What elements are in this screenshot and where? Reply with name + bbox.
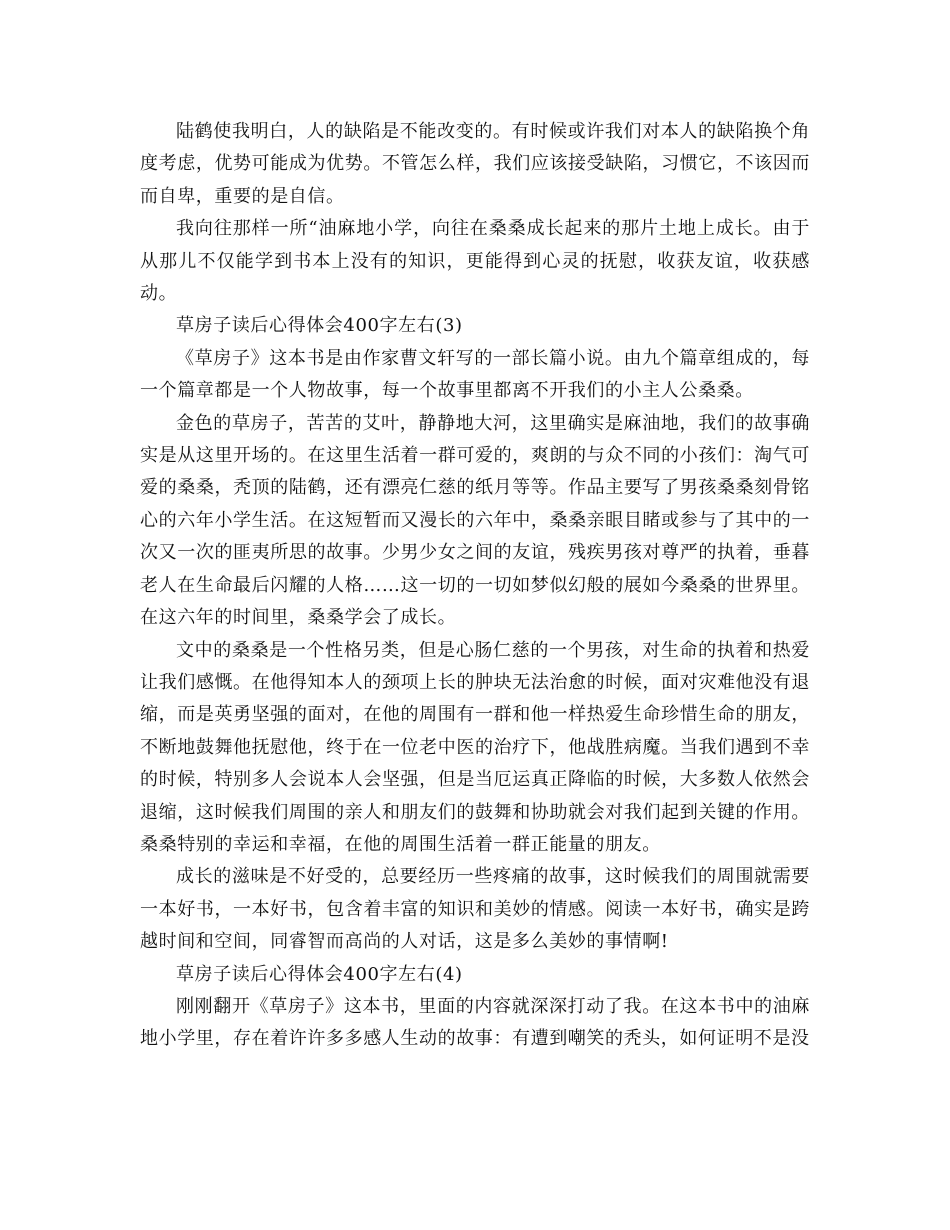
paragraph-golden-house: 金色的草房子，苦苦的艾叶，静静地大河，这里确实是麻油地，我们的故事确实是从这里开场的。在这里生活着一群可爱的，爽朗的与众不同的小孩们：淘气可爱的桑桑，秃顶的陆鹤，还有漂亮仁慈的纸月等等。作品主要写了男孩桑桑刻骨铭心的六年小学生活。在这短暂而又漫长的六年中，桑桑亲眼目睹或参与了其中的一次又一次的匪夷所思的故事。少男少女之间的友谊，残疾男孩对尊严的执着，垂暮老人在生命最后闪耀的人格……这一切的一切如梦似幻般的展如今桑桑的世界里。在这六年的时间里，桑桑学会了成长。	[140, 412, 810, 629]
paragraph-opening-book: 刚刚翻开《草房子》这本书，里面的内容就深深打动了我。在这本书中的油麻地小学里，存在着许许多多感人生动的故事：有遭到嘲笑的秃头，如何证明不是没	[140, 995, 810, 1050]
section-heading-4: 草房子读后心得体会400字左右(4)	[176, 963, 463, 985]
section-heading-3: 草房子读后心得体会400字左右(3)	[176, 315, 463, 337]
paragraph-growing-up: 成长的滋味是不好受的，总要经历一些疼痛的故事，这时候我们的周围就需要一本好书，一本好书，包含着丰富的知识和美妙的情感。阅读一本好书，确实是跨越时间和空间，同睿智而高尚的人对话，这是多么美妙的事情啊!	[140, 866, 810, 953]
paragraph-youmadi-school: 我向往那样一所“油麻地小学，向往在桑桑成长起来的那片土地上成长。由于从那儿不仅能学到书本上没有的知识，更能得到心灵的抚慰，收获友谊，收获感动。	[140, 218, 810, 305]
paragraph-book-intro: 《草房子》这本书是由作家曹文轩写的一部长篇小说。由九个篇章组成的，每一个篇章都是一个人物故事，每一个故事里都离不开我们的小主人公桑桑。	[140, 347, 810, 402]
paragraph-luhe: 陆鹤使我明白，人的缺陷是不能改变的。有时候或许我们对本人的缺陷换个角度考虑，优势可能成为优势。不管怎么样，我们应该接受缺陷，习惯它，不该因而而自卑，重要的是自信。	[140, 121, 810, 207]
paragraph-sangsang: 文中的桑桑是一个性格另类，但是心肠仁慈的一个男孩，对生命的执着和热爱让我们感慨。在他得知本人的颈项上长的肿块无法治愈的时候，面对灾难他没有退缩，而是英勇坚强的面对，在他的周围有一群和他一样热爱生命珍惜生命的朋友，不断地鼓舞他抚慰他，终于在一位老中医的治疗下，他战胜病魔。当我们遇到不幸的时候，特别多人会说本人会坚强，但是当厄运真正降临的时候，大多数人依然会退缩，这时候我们周围的亲人和朋友们的鼓舞和协助就会对我们起到关键的作用。桑桑特别的幸运和幸福，在他的周围生活着一群正能量的朋友。	[140, 639, 810, 855]
